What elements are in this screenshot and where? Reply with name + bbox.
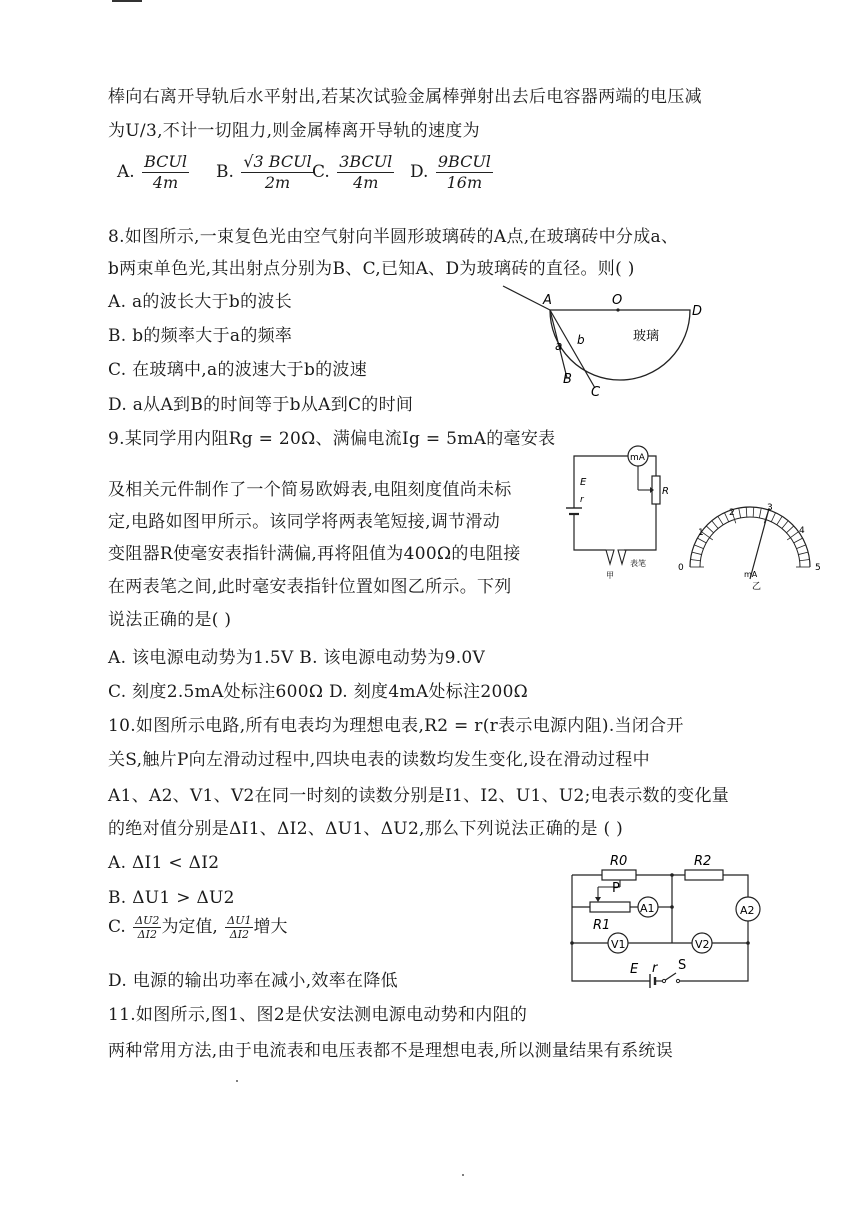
q9-tick-2: 2	[729, 508, 735, 518]
q9-meter-tick	[746, 507, 747, 517]
q8-option-a: A. a的波长大于b的波长	[108, 292, 293, 312]
q10-option-c-fraction-1	[133, 914, 161, 941]
q9-meter-label: mA	[630, 453, 645, 463]
q8-semicircle-glass-figure	[495, 280, 715, 405]
q9-label-r-big: R	[662, 486, 669, 497]
q7-option-c-fraction	[337, 152, 394, 193]
q8-label-b: B	[563, 372, 572, 387]
q8-label-d: D	[692, 304, 703, 319]
q8-label-c: C	[591, 385, 601, 400]
q9-meter-yi-figure	[672, 495, 827, 595]
q9-meter-tick	[771, 513, 775, 522]
q7-option-b-fraction	[241, 152, 313, 193]
q10-option-c-fraction-1-num: ΔU2	[135, 914, 160, 927]
q7-option-d-letter: D.	[410, 162, 429, 182]
q8-label-ray-b: b	[577, 333, 585, 347]
q7-option-c-letter: C.	[312, 162, 330, 182]
q10-label-s: S	[678, 958, 687, 973]
q10-label-v1: V1	[611, 938, 626, 951]
q9-caption-yi: 乙	[752, 582, 762, 592]
q9-meter-tick	[777, 516, 782, 524]
q7-option-d-fraction	[436, 152, 493, 193]
q11-line-2: 两种常用方法,由于电流表和电压表都不是理想电表,所以测量结果有系统误	[108, 1041, 674, 1061]
q9-label-probes: 表笔	[630, 559, 646, 568]
q7-option-d	[410, 152, 493, 193]
q7-option-b-denominator: 2m	[264, 173, 291, 192]
q10-option-c-letter: C.	[108, 917, 126, 937]
q7-option-b	[216, 152, 314, 193]
q9-meter-tick	[798, 552, 808, 554]
q9-label-e: E	[580, 477, 587, 488]
q8-option-b: B. b的频率大于a的频率	[108, 326, 293, 346]
q10-line-2: 关S,触片P向左滑动过程中,四块电表的读数均发生变化,设在滑动过程中	[108, 750, 650, 770]
q10-option-c-fraction-2	[225, 914, 253, 941]
q9-tick-0: 0	[678, 563, 684, 573]
q7-option-c-numerator: 3BCUl	[339, 152, 393, 171]
scan-speck	[236, 1080, 238, 1082]
q8-label-a-point: A	[543, 293, 552, 308]
q9-meter-tick	[782, 521, 788, 529]
q9-meter-needle	[750, 508, 769, 579]
q10-label-r1: R1	[593, 918, 611, 933]
q7-line-2: 为U/3,不计一切阻力,则金属棒离开导轨的速度为	[108, 121, 480, 141]
q10-option-d: D. 电源的输出功率在减小,效率在降低	[108, 971, 398, 991]
q7-option-a-denominator: 4m	[152, 173, 179, 192]
q9-meter-tick	[692, 552, 702, 554]
q9-options-cd: C. 刻度2.5mA处标注600Ω D. 刻度4mA处标注200Ω	[108, 682, 529, 702]
q10-line-1: 10.如图所示电路,所有电表均为理想电表,R2 = r(r表示电源内阻).当闭合开	[108, 716, 684, 736]
q10-label-r0: R0	[610, 854, 628, 869]
q9-meter-tick	[794, 538, 803, 543]
q9-tick-1: 1	[698, 528, 704, 538]
q9-circuit-jia-figure	[558, 438, 678, 578]
q8-option-c: C. 在玻璃中,a的波速大于b的波速	[108, 360, 368, 380]
q9-line-4: 变阻器R使毫安表指针满偏,再将阻值为400Ω的电阻接	[108, 544, 521, 564]
q7-option-c-denominator: 4m	[353, 173, 379, 192]
scan-speck	[462, 1174, 464, 1176]
q9-meter-tick-marks	[690, 507, 810, 567]
q9-tick-5: 5	[815, 563, 821, 573]
q10-label-e: E	[630, 962, 639, 977]
q10-option-a: A. ΔI1 < ΔI2	[108, 853, 220, 873]
q9-label-r-small: r	[580, 495, 584, 505]
q9-meter-tick	[753, 507, 754, 517]
q9-meter-tick	[694, 545, 703, 549]
q10-line-4: 的绝对值分别是ΔI1、ΔI2、ΔU1、ΔU2,那么下列说法正确的是 ( )	[108, 819, 624, 839]
q10-line-3: A1、A2、V1、V2在同一时刻的读数分别是I1、I2、U1、U2;电表示数的变化量	[108, 786, 730, 806]
q9-caption-jia: 甲	[606, 571, 614, 580]
q8-label-glass: 玻璃	[633, 329, 660, 344]
q7-option-a-fraction	[142, 152, 189, 193]
q9-meter-tick	[690, 559, 700, 560]
q9-line-1: 9.某同学用内阻Rg = 20Ω、满偏电流Ig = 5mA的毫安表	[108, 429, 556, 449]
q10-label-v2: V2	[695, 938, 710, 951]
q9-meter-tick	[712, 521, 718, 529]
q9-options-ab: A. 该电源电动势为1.5V B. 该电源电动势为9.0V	[108, 648, 486, 668]
q10-option-c-fraction-2-den: ΔI2	[229, 928, 249, 941]
q9-meter-tick	[706, 526, 713, 533]
q7-line-1: 棒向右离开导轨后水平射出,若某次试验金属棒弹射出去后电容器两端的电压减	[108, 87, 702, 107]
q9-line-2: 及相关元件制作了一个简易欧姆表,电阻刻度值尚未标	[108, 480, 512, 500]
q8-line-1: 8.如图所示,一束复色光由空气射向半圆形玻璃砖的A点,在玻璃砖中分成a、	[108, 227, 679, 247]
q8-label-o: O	[612, 293, 623, 308]
q10-label-p: P	[612, 881, 620, 896]
q9-line-3: 定,电路如图甲所示。该同学将两表笔短接,调节滑动	[108, 512, 501, 532]
q9-line-5: 在两表笔之间,此时毫安表指针位置如图乙所示。下列	[108, 577, 512, 597]
q9-meter-tick	[718, 516, 723, 524]
q10-label-r-internal: r	[652, 961, 658, 976]
top-edge-mark	[112, 0, 142, 2]
q10-option-c	[108, 914, 287, 941]
q7-option-a	[117, 152, 189, 193]
q10-label-a2: A2	[740, 904, 755, 917]
q7-option-a-numerator: BCUl	[144, 152, 187, 171]
q9-meter-tick	[796, 545, 805, 549]
q9-line-6: 说法正确的是( )	[108, 610, 232, 630]
q9-meter-tick	[739, 508, 741, 518]
q8-line-2: b两束单色光,其出射点分别为B、C,已知A、D为玻璃砖的直径。则( )	[108, 259, 635, 279]
q10-option-c-fraction-1-den: ΔI2	[137, 928, 157, 941]
q10-option-c-fraction-2-num: ΔU1	[227, 914, 252, 927]
q7-option-d-numerator: 9BCUl	[437, 152, 491, 171]
q10-label-r2: R2	[694, 854, 712, 869]
q10-option-c-mid: 为定值,	[161, 917, 218, 937]
q9-tick-4: 4	[799, 526, 805, 536]
q7-option-b-letter: B.	[216, 162, 234, 182]
q9-meter-tick	[697, 538, 706, 543]
q10-label-a1: A1	[640, 902, 655, 915]
q7-option-a-letter: A.	[117, 162, 135, 182]
q8-label-ray-a: a	[555, 339, 563, 353]
q8-option-d: D. a从A到B的时间等于b从A到C的时间	[108, 395, 414, 415]
q9-tick-3: 3	[767, 503, 773, 513]
q10-circuit-figure	[560, 845, 770, 990]
q10-option-b: B. ΔU1 > ΔU2	[108, 888, 235, 908]
q7-option-b-numerator: √3 BCUl	[243, 152, 312, 171]
q9-meter-tick	[800, 559, 810, 560]
q7-option-c	[312, 152, 394, 193]
q10-option-c-post: 增大	[253, 917, 288, 937]
q9-meter-tick	[786, 526, 793, 533]
q7-option-d-denominator: 16m	[446, 173, 483, 192]
q9-meter-tick	[759, 508, 761, 518]
q11-line-1: 11.如图所示,图1、图2是伏安法测电源电动势和内阻的	[108, 1005, 528, 1025]
q9-meter-unit: mA	[744, 570, 758, 579]
